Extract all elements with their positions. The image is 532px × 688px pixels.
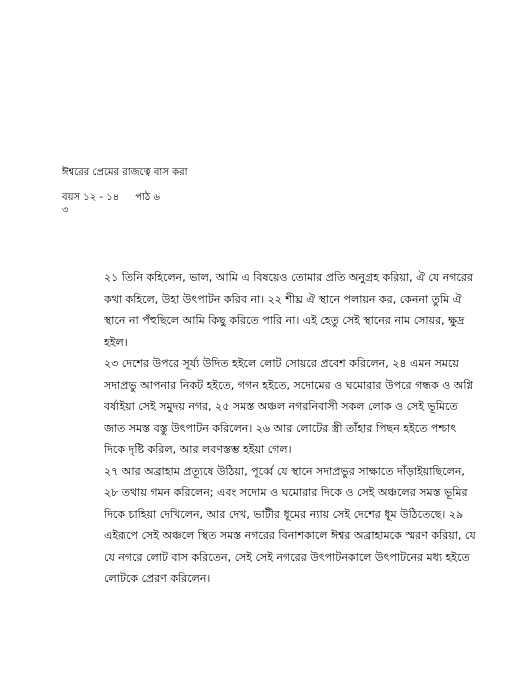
page-number: ৩ [62,205,69,216]
paragraph-verses-23-26: ২৩ দেশের উপরে সূর্য্য উদিত হইলে লোট সোয়রে প্রবেশ করিলেন, ২৪ এমন সময়ে সদাপ্রভু আপনার নিকট হইতে, গগন হইতে, সদোমের ও ঘমোরার উপরে গন্ধক ও অগ্নি বর্ষাইয়া সেই সমুদয় নগর, ২৫ সমস্ত অঞ্চল নগরনিবাসী সকল লোক ও সেই ভূমিতে জাত সমস্ত বস্তু উৎপাটন করিলেন। ২৬ আর লোটের স্ত্রী তাঁহার পিছন হইতে পশ্চাৎ দিকে দৃষ্টি করিল, আর লবণস্তম্ভ হইয়া গেল। [104,357,474,456]
paragraph-verses-27-29: ২৭ আর অব্রাহাম প্রত্যূষে উঠিয়া, পূর্ব্বে যে স্থানে সদাপ্রভুর সাক্ষাতে দাঁড়াইয়াছিলেন, ২৮ তথায় গমন করিলেন; এবং সদোম ও ঘমোরার দিকে ও সেই অঞ্চলের সমস্ত ভূমির দিকে চাহিয়া দেখিলেন, আর দেখ, ভাটীর ধূমের ন্যায় সেই দেশের ধূম উঠিতেছে। ২৯ এইরূপে সেই অঞ্চলে স্থিত সমস্ত নগরের বিনাশকালে ঈশ্বর অব্রাহামকে স্মরণ করিয়া, যে যে নগরে লোট বাস করিতেন, সেই সেই নগরের উৎপাটনকালে উৎপাটনের মধ্য হইতে লোটকে প্রেরণ করিলেন। [104,464,476,585]
paragraph-verses-21-22: ২১ তিনি কহিলেন, ভাল, আমি এ বিষয়েও তোমার প্রতি অনুগ্রহ করিয়া, ঐ যে নগরের কথা কহিলে, উহা উৎপাটন করিব না। ২২ শীঘ্র ঐ স্থানে পলায়ন কর, কেননা তুমি ঐ স্থানে না পঁহুছিলে আমি কিছু করিতে পারি না। এই হেতু সেই স্থানের নাম সোয়র, ক্ষুদ্র হইল। [104,271,473,349]
age-group-label: বয়স ১২ - ১৪ [62,192,120,203]
lesson-label: পাঠ ৬ [135,192,160,203]
lesson-meta [62,191,160,204]
scripture-passage [104,267,480,590]
document-title: ঈশ্বরের প্রেমের রাজত্বে বাস করা [62,167,188,178]
